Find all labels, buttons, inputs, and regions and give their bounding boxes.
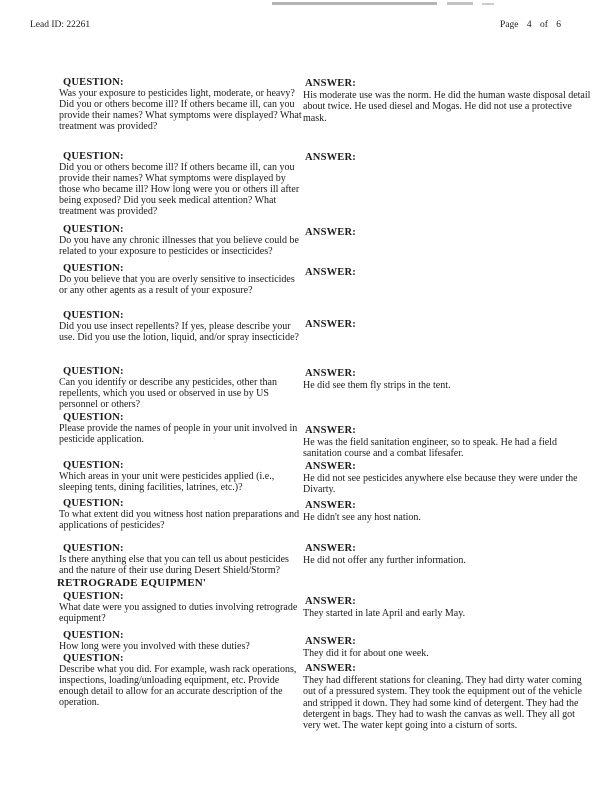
section-heading-retrograde-equipment: RETROGRADE EQUIPMEN' — [57, 577, 207, 589]
answer-label: ANSWER: — [305, 152, 356, 163]
question-label: QUESTION: — [63, 591, 124, 602]
question-text: Which areas in your unit were pesticides applied (i.e., sleeping tents, dining facilities, latrines, etc.)? — [59, 471, 275, 493]
question-text: How long were you involved with these duties? — [59, 641, 250, 652]
answer-text: His moderate use was the norm. He did the human waste disposal detail about twice. He used diesel and Mogas. He did not use a protective mask. — [303, 90, 591, 124]
question-text: Do you have any chronic illnesses that you believe could be related to your exposure to pesticides or insecticides? — [59, 235, 299, 257]
question-label: QUESTION: — [63, 366, 124, 377]
scan-artifact-line — [447, 2, 473, 5]
answer-text: They started in late April and early May. — [303, 608, 466, 619]
answer-label: ANSWER: — [305, 636, 356, 647]
question-text: Can you identify or describe any pesticides, other than repellents, which you used or observed in use by US personnel or others? — [59, 377, 277, 410]
question-label: QUESTION: — [63, 412, 124, 423]
answer-text: He did not offer any further information. — [303, 555, 466, 566]
answer-text: He didn't see any host nation. — [303, 512, 421, 523]
answer-text: They did it for about one week. — [303, 648, 429, 659]
scan-artifact-line — [272, 2, 437, 5]
answer-label: ANSWER: — [305, 543, 356, 554]
question-text: Did you or others become ill? If others became ill, can you provide their names? What symptoms were displayed by those who became ill? How long were you or others ill after being exposed? Did you seek medical attention? What treatment was provided? — [59, 162, 300, 217]
question-label: QUESTION: — [63, 543, 124, 554]
answer-label: ANSWER: — [305, 78, 356, 89]
question-label: QUESTION: — [63, 498, 124, 509]
answer-label: ANSWER: — [305, 227, 356, 238]
question-text: Please provide the names of people in your unit involved in pesticide application. — [59, 423, 298, 445]
answer-text: He was the field sanitation engineer, so to speak. He had a field sanitation course and a combat lifesafer. — [303, 437, 557, 460]
question-label: QUESTION: — [63, 630, 124, 641]
answer-label: ANSWER: — [305, 596, 356, 607]
question-label: QUESTION: — [63, 224, 124, 235]
question-text: Do you believe that you are overly sensitive to insecticides or any other agents as a result of your exposure? — [59, 274, 295, 296]
question-text: Describe what you did. For example, wash rack operations, inspections, loading/unloading equipment, etc. Provide enough detail to allow for an accurate description of the operation. — [59, 664, 297, 708]
question-label: QUESTION: — [63, 460, 124, 471]
question-label: QUESTION: — [63, 263, 124, 274]
question-text: Did you use insect repellents? If yes, please describe your use. Did you use the lotion, liquid, and/or spray insecticide? — [59, 321, 299, 343]
answer-label: ANSWER: — [305, 500, 356, 511]
question-text: What date were you assigned to duties involving retrograde equipment? — [59, 602, 298, 624]
question-label: QUESTION: — [63, 77, 124, 88]
answer-text: They had different stations for cleaning. They had dirty water coming out of a pressured system. They took the equipment out of the vehicle and stripped it down. They had some kind of detergent. They had the detergent in bags. They had to wash the canvas as well. They all got very wet. The water kept going into a cisturn of sorts. — [303, 675, 582, 732]
scan-artifact-line — [482, 3, 494, 5]
question-label: QUESTION: — [63, 151, 124, 162]
question-text: To what extent did you witness host nation preparations and applications of pesticides? — [59, 509, 300, 531]
lead-id-text: Lead ID: 22261 — [30, 20, 91, 30]
answer-text: He did see them fly strips in the tent. — [303, 380, 451, 391]
answer-label: ANSWER: — [305, 461, 356, 472]
answer-label: ANSWER: — [305, 425, 356, 436]
answer-label: ANSWER: — [305, 319, 356, 330]
question-label: QUESTION: — [63, 653, 124, 664]
answer-text: He did not see pesticides anywhere else because they were under the Divarty. — [303, 473, 578, 496]
question-text: Is there anything else that you can tell us about pesticides and the nature of their use during Desert Shield/Storm? — [59, 554, 289, 576]
answer-label: ANSWER: — [305, 267, 356, 278]
answer-label: ANSWER: — [305, 368, 356, 379]
question-text: Was your exposure to pesticides light, moderate, or heavy? Did you or others become ill? If others became ill, can you provide their names? What symptoms were displayed? What treatment was provided? — [59, 88, 302, 132]
page-number-text: Page 4 of 6 — [499, 20, 561, 30]
question-label: QUESTION: — [63, 310, 124, 321]
answer-label: ANSWER: — [305, 663, 356, 674]
